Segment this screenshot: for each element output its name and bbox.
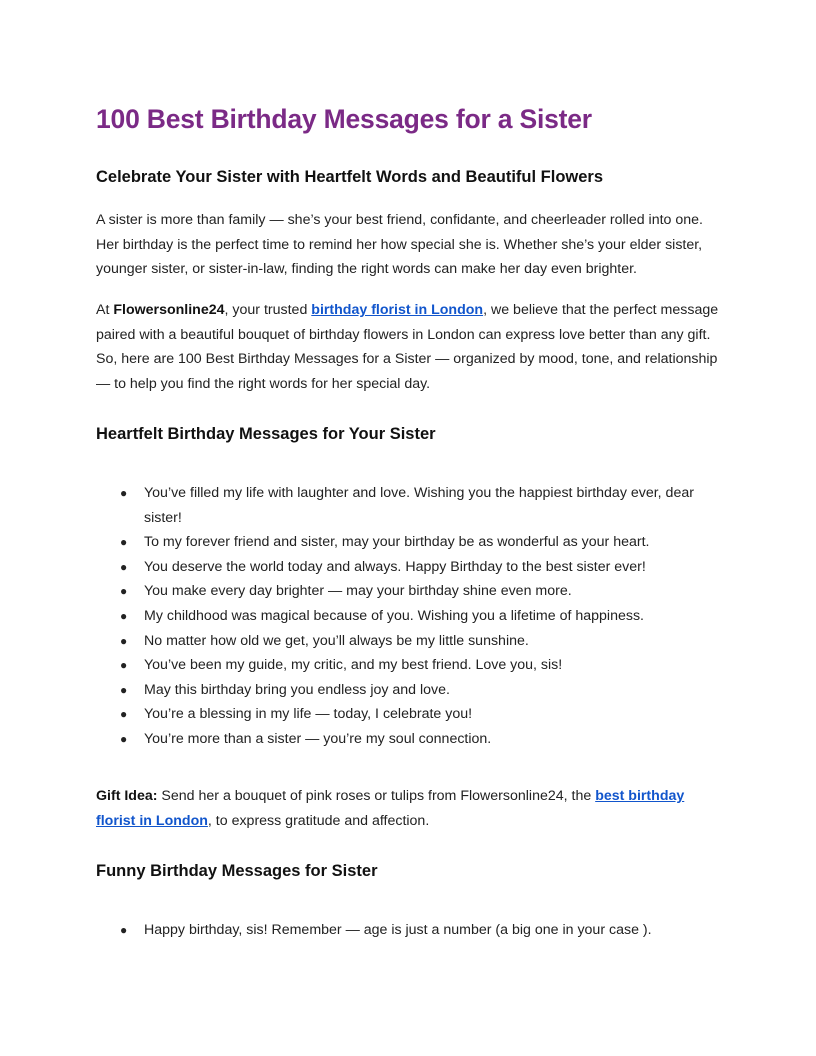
list-item: ● You deserve the world today and always. Happy Birthday to the best sister ever!	[96, 555, 722, 580]
bullet-icon: ●	[120, 923, 128, 937]
gift-idea-suffix: , to express gratitude and affection.	[207, 812, 430, 829]
bullet-icon: ●	[120, 731, 128, 746]
list-item: ● You’re more than a sister — you’re my soul connection.	[96, 727, 722, 752]
bullet-icon: ●	[120, 535, 128, 550]
list-item: ● Happy birthday, sis! Remember — age is just a number (a big one in your case ).	[96, 918, 722, 943]
bullet-icon: ●	[120, 682, 128, 697]
brand-name: Flowersonline24	[113, 302, 225, 318]
list-item: ● To my forever friend and sister, may your birthday be as wonderful as your heart.	[96, 530, 722, 555]
bullet-icon: ●	[120, 608, 128, 623]
bullet-icon: ●	[120, 658, 128, 673]
bullet-icon: ●	[120, 633, 128, 648]
gift-idea-label: Gift Idea:	[96, 788, 158, 804]
page-title: 100 Best Birthday Messages for a Sister	[96, 104, 592, 134]
list-item: ● May this birthday bring you endless joy and love.	[96, 678, 722, 703]
intro-paragraph-1: A sister is more than family — she’s your best friend, confidante, and cheerleader rolled into one. Her birthday is the perfect time to remind her how special she is. Whether she’s your elder sister, younger sister, or sister-in-law, finding the right words can make her day even brighter.	[96, 212, 703, 278]
list-item: ● You make every day brighter — may your birthday shine even more.	[96, 579, 722, 604]
section-heading-heartfelt: Heartfelt Birthday Messages for Your Sister	[96, 425, 436, 443]
list-item: ● You’re a blessing in my life — today, I celebrate you!	[96, 702, 722, 727]
list-item: ● You’ve been my guide, my critic, and my best friend. Love you, sis!	[96, 653, 722, 678]
list-item: ● You’ve filled my life with laughter and love. Wishing you the happiest birthday ever, dear sister!	[96, 481, 722, 530]
birthday-florist-link[interactable]: birthday florist in London	[311, 302, 484, 318]
funny-message-list	[96, 918, 722, 943]
list-item: ● No matter how old we get, you’ll always be my little sunshine.	[96, 629, 722, 654]
p2-suffix: , we believe that the perfect message paired with a beautiful bouquet of birthday flowers in London can express love better than any gift. So, here are 100 Best Birthday Messages for a Sister — organized by mood, tone, and relationship — to help you find the right words for her special day.	[96, 302, 719, 392]
list-item: ● My childhood was magical because of you. Wishing you a lifetime of happiness.	[96, 604, 722, 629]
p2-mid: , your trusted	[224, 302, 312, 318]
gift-idea-paragraph	[96, 784, 722, 833]
bullet-icon: ●	[120, 584, 128, 599]
bullet-icon: ●	[120, 559, 128, 574]
heartfelt-message-list	[96, 481, 722, 752]
best-birthday-florist-link[interactable]: best birthday florist in London	[96, 788, 685, 829]
bullet-icon: ●	[120, 486, 128, 500]
bullet-icon: ●	[120, 707, 128, 722]
p2-prefix: At	[96, 302, 114, 318]
gift-idea-text: Send her a bouquet of pink roses or tulips from Flowersonline24, the	[157, 788, 596, 804]
section-heading-funny: Funny Birthday Messages for Sister	[96, 862, 378, 880]
section-heading-intro: Celebrate Your Sister with Heartfelt Words and Beautiful Flowers	[96, 168, 604, 186]
intro-paragraph-2	[96, 298, 722, 396]
